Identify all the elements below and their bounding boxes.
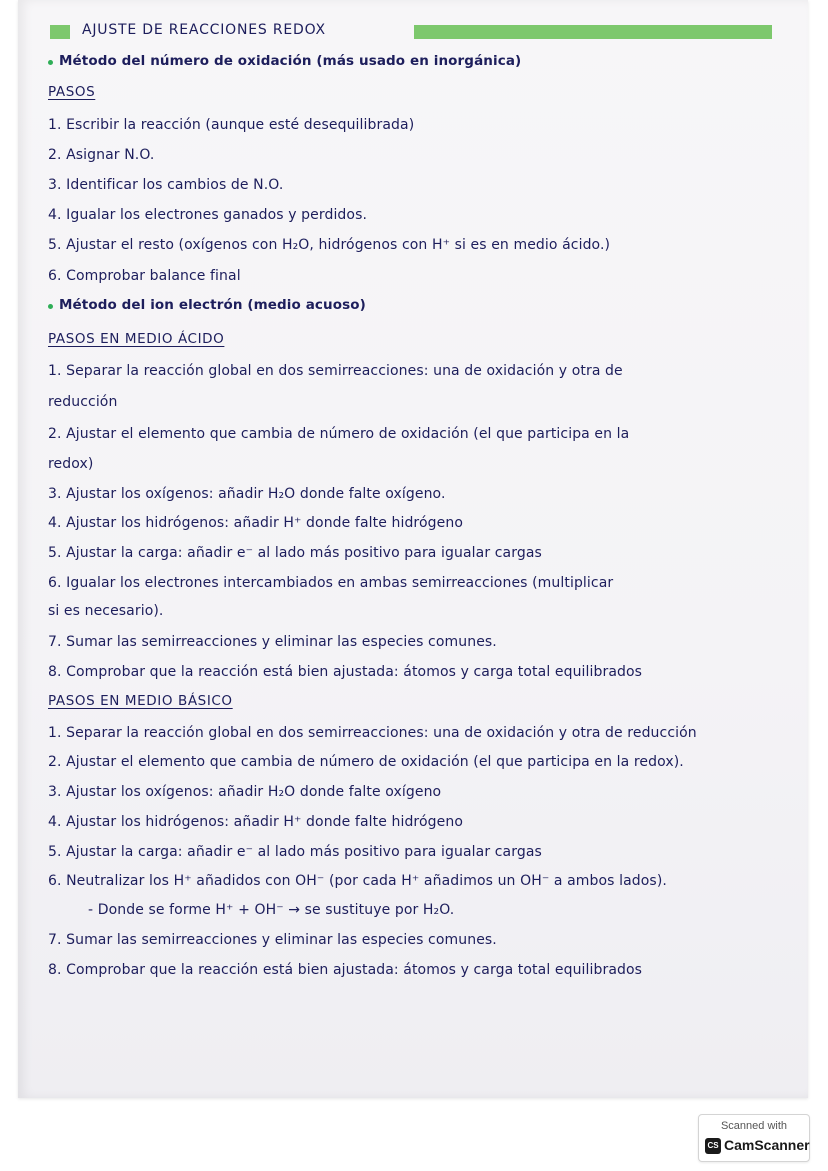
method-heading: Método del ion electrón (medio acuoso) — [59, 297, 366, 313]
camscanner-badge — [698, 1114, 810, 1162]
page-title: AJUSTE DE REACCIONES REDOX — [82, 22, 326, 38]
camscanner-name: CamScanner — [724, 1137, 810, 1153]
step-line: 2. Ajustar el elemento que cambia de número de oxidación (el que participa en la — [48, 426, 630, 442]
step-line: 5. Ajustar la carga: añadir e⁻ al lado más positivo para igualar cargas — [48, 844, 542, 860]
step-line: 5. Ajustar el resto (oxígenos con H₂O, hidrógenos con H⁺ si es en medio ácido.) — [48, 237, 611, 253]
step-line: 6. Comprobar balance final — [48, 268, 241, 284]
step-line: 1. Escribir la reacción (aunque esté desequilibrada) — [48, 117, 415, 133]
step-line: 7. Sumar las semirreacciones y eliminar las especies comunes. — [48, 932, 497, 948]
step-line: 2. Asignar N.O. — [48, 147, 155, 163]
step-line: 7. Sumar las semirreacciones y eliminar las especies comunes. — [48, 634, 497, 650]
scanned-with-label: Scanned with — [720, 1120, 788, 1132]
step-line: 4. Ajustar los hidrógenos: añadir H⁺ donde falte hidrógeno — [48, 515, 463, 531]
step-line: 4. Ajustar los hidrógenos: añadir H⁺ donde falte hidrógeno — [48, 814, 463, 830]
step-line: 1. Separar la reacción global en dos semirreacciones: una de oxidación y otra de reducción — [48, 725, 697, 741]
step-line: 1. Separar la reacción global en dos semirreacciones: una de oxidación y otra de — [48, 363, 623, 379]
step-line: si es necesario). — [48, 603, 164, 619]
step-line: 3. Ajustar los oxígenos: añadir H₂O donde falte oxígeno — [48, 784, 442, 800]
step-line: 8. Comprobar que la reacción está bien ajustada: átomos y carga total equilibrados — [48, 962, 643, 978]
step-line: 4. Igualar los electrones ganados y perdidos. — [48, 207, 368, 223]
method-heading: Método del número de oxidación (más usado en inorgánica) — [59, 53, 522, 69]
step-line: 6. Igualar los electrones intercambiados en ambas semirreacciones (multiplicar — [48, 575, 614, 591]
title-highlight-left — [50, 25, 70, 39]
section-heading: PASOS EN MEDIO BÁSICO — [48, 693, 233, 709]
camscanner-logo-icon: CS — [705, 1138, 721, 1154]
title-highlight-right — [414, 25, 772, 39]
section-heading: PASOS — [48, 84, 96, 100]
step-line: reducción — [48, 394, 118, 410]
method-bullet — [48, 304, 53, 309]
step-line: 6. Neutralizar los H⁺ añadidos con OH⁻ (por cada H⁺ añadimos un OH⁻ a ambos lados). — [48, 873, 667, 889]
method-bullet — [48, 60, 53, 65]
step-line: redox) — [48, 456, 94, 472]
step-line: 3. Identificar los cambios de N.O. — [48, 177, 284, 193]
section-heading: PASOS EN MEDIO ÁCIDO — [48, 331, 225, 347]
step-line: 3. Ajustar los oxígenos: añadir H₂O donde falte oxígeno. — [48, 486, 446, 502]
sub-step-line: - Donde se forme H⁺ + OH⁻ → se sustituye por H₂O. — [88, 902, 455, 918]
step-line: 5. Ajustar la carga: añadir e⁻ al lado más positivo para igualar cargas — [48, 545, 542, 561]
step-line: 8. Comprobar que la reacción está bien ajustada: átomos y carga total equilibrados — [48, 664, 643, 680]
step-line: 2. Ajustar el elemento que cambia de número de oxidación (el que participa en la redox). — [48, 754, 684, 770]
notebook-page — [18, 0, 808, 1098]
